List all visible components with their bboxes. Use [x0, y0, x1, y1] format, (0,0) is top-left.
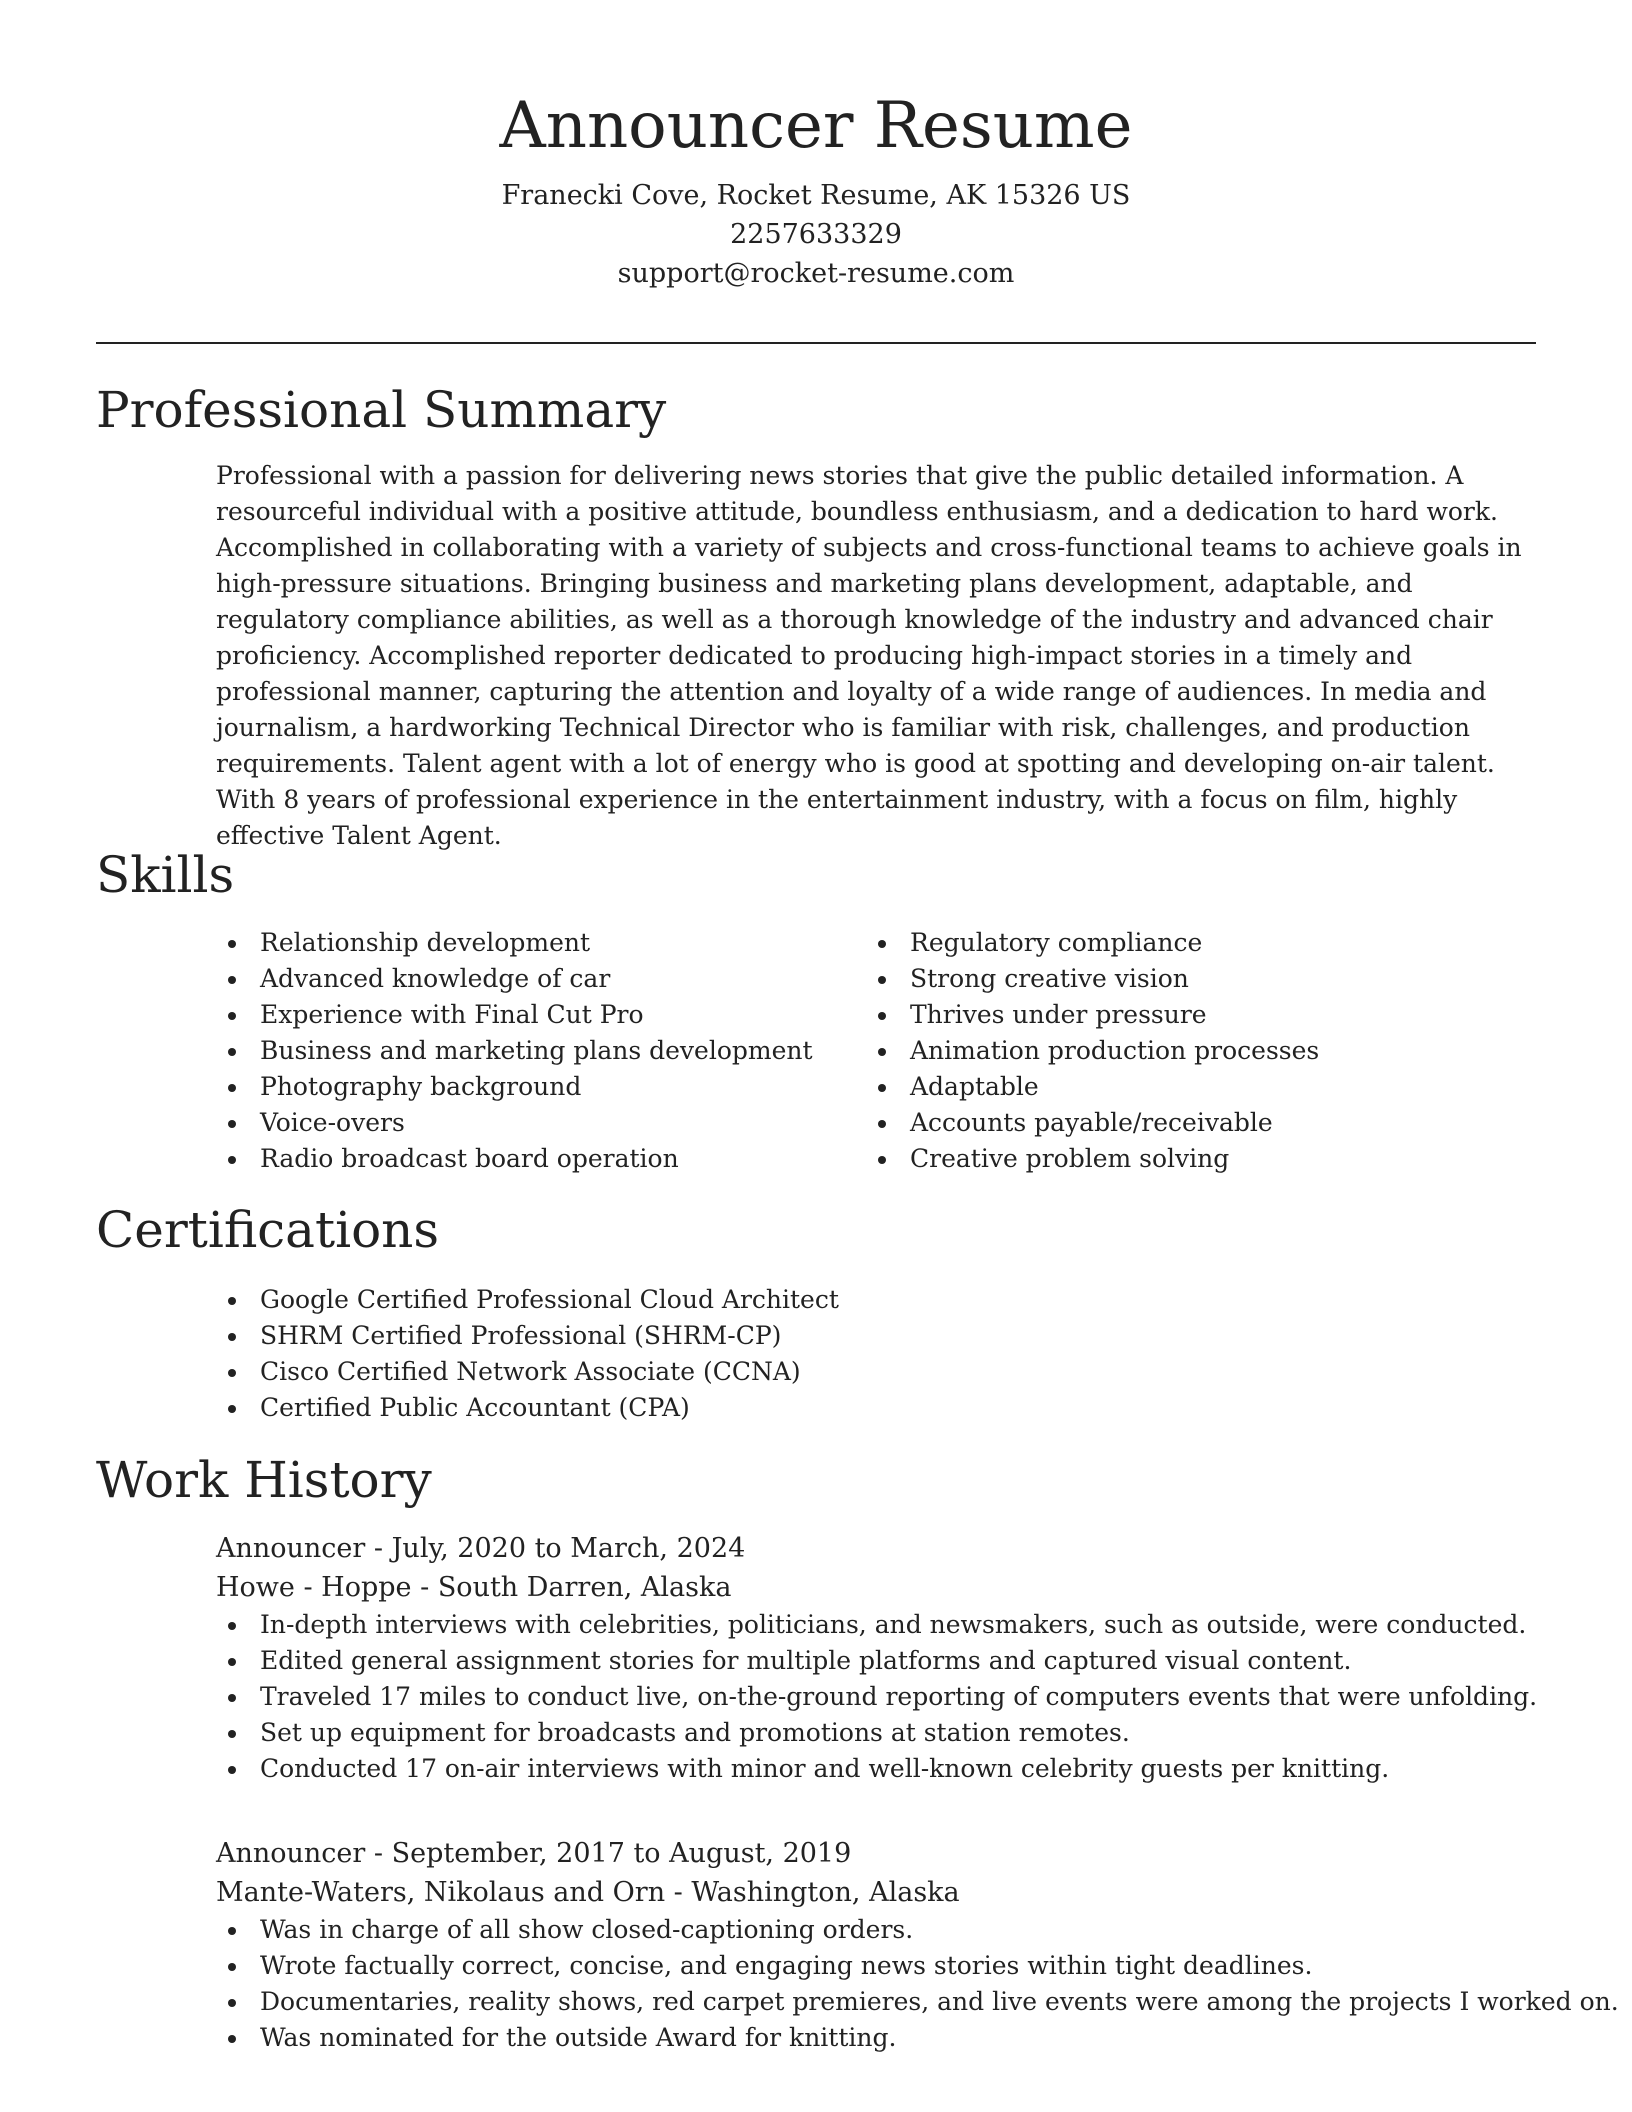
skill-item: Regulatory compliance — [866, 925, 1506, 961]
contact-block — [0, 176, 1632, 293]
job-bullet-item: Documentaries, reality shows, red carpet premieres, and live events were among the projects I worked on. — [216, 1984, 1546, 2020]
certifications-block — [216, 1282, 1416, 1426]
certification-item: Google Certified Professional Cloud Architect — [216, 1282, 1416, 1318]
email: support@rocket-resume.com — [617, 258, 1015, 289]
skill-item: Accounts payable/receivable — [866, 1105, 1506, 1141]
job-bullet-item: In-depth interviews with celebrities, politicians, and newsmakers, such as outside, were conducted. — [216, 1607, 1546, 1643]
job-bullet-item: Edited general assignment stories for multiple platforms and captured visual content. — [216, 1643, 1546, 1679]
summary-text: Professional with a passion for delivering news stories that give the public detailed information. A resourceful individual with a positive attitude, boundless enthusiasm, and a dedication to hard work. Accomplished in collaborating with a variety of subjects and cross-functional teams to achieve goals in high-pressure situations. Bringing business and marketing plans development, adaptable, and regulatory compliance abilities, as well as a thorough knowledge of the industry and advanced chair proficiency. Accomplished reporter dedicated to producing high-impact stories in a timely and professional manner, capturing the attention and loyalty of a wide range of audiences. In media and journalism, a hardworking Technical Director who is familiar with risk, challenges, and production requirements. Talent agent with a lot of energy who is good at spotting and developing on-air talent. With 8 years of professional experience in the entertainment industry, with a focus on film, highly effective Talent Agent. — [216, 461, 1522, 850]
certification-item: SHRM Certified Professional (SHRM-CP) — [216, 1318, 1416, 1354]
skill-item: Radio broadcast board operation — [216, 1141, 856, 1177]
job-bullet-item: Conducted 17 on-air interviews with minor and well-known celebrity guests per knitting. — [216, 1751, 1546, 1787]
work-history-heading: Work History — [96, 1451, 432, 1509]
resume-title: Announcer Resume — [499, 89, 1133, 163]
address: Franecki Cove, Rocket Resume, AK 15326 US — [501, 180, 1131, 211]
certifications-list — [216, 1282, 1416, 1426]
skills-right-list — [866, 925, 1506, 1177]
job-bullet-item: Was in charge of all show closed-captioning orders. — [216, 1912, 1546, 1948]
skill-item: Relationship development — [216, 925, 856, 961]
job-bullet-item: Set up equipment for broadcasts and promotions at station remotes. — [216, 1715, 1546, 1751]
skill-item: Thrives under pressure — [866, 997, 1506, 1033]
job-bullets — [216, 1607, 1546, 1787]
job-entry — [216, 1834, 1619, 2056]
skill-item: Creative problem solving — [866, 1141, 1506, 1177]
job-bullet-item: Traveled 17 miles to conduct live, on-the-ground reporting of computers events that were unfolding. — [216, 1679, 1546, 1715]
certification-item: Cisco Certified Network Associate (CCNA) — [216, 1354, 1416, 1390]
skills-left-column — [216, 925, 856, 1177]
skill-item: Adaptable — [866, 1069, 1506, 1105]
job-company-line: Howe - Hoppe - South Darren, Alaska — [216, 1572, 732, 1603]
skill-item: Advanced knowledge of car — [216, 961, 856, 997]
certification-item: Certified Public Accountant (CPA) — [216, 1390, 1416, 1426]
skills-heading: Skills — [96, 846, 235, 904]
certifications-heading: Certifications — [96, 1201, 440, 1259]
skill-item: Animation production processes — [866, 1033, 1506, 1069]
job-entry — [216, 1529, 1546, 1787]
skill-item: Business and marketing plans development — [216, 1033, 856, 1069]
job-title-line: Announcer - September, 2017 to August, 2019 — [216, 1838, 852, 1869]
job-bullet-item: Was nominated for the outside Award for knitting. — [216, 2020, 1546, 2056]
skill-item: Strong creative vision — [866, 961, 1506, 997]
skills-right-column — [866, 925, 1506, 1177]
skill-item: Voice-overs — [216, 1105, 856, 1141]
resume-header — [0, 0, 1632, 293]
job-bullets — [216, 1912, 1619, 2056]
phone: 2257633329 — [730, 219, 902, 250]
skill-item: Photography background — [216, 1069, 856, 1105]
skills-left-list — [216, 925, 856, 1177]
job-title-line: Announcer - July, 2020 to March, 2024 — [216, 1533, 746, 1564]
skill-item: Experience with Final Cut Pro — [216, 997, 856, 1033]
header-divider — [96, 342, 1536, 344]
job-company-line: Mante-Waters, Nikolaus and Orn - Washington, Alaska — [216, 1877, 960, 1908]
summary-heading: Professional Summary — [96, 381, 667, 439]
job-bullet-item: Wrote factually correct, concise, and engaging news stories within tight deadlines. — [216, 1948, 1546, 1984]
